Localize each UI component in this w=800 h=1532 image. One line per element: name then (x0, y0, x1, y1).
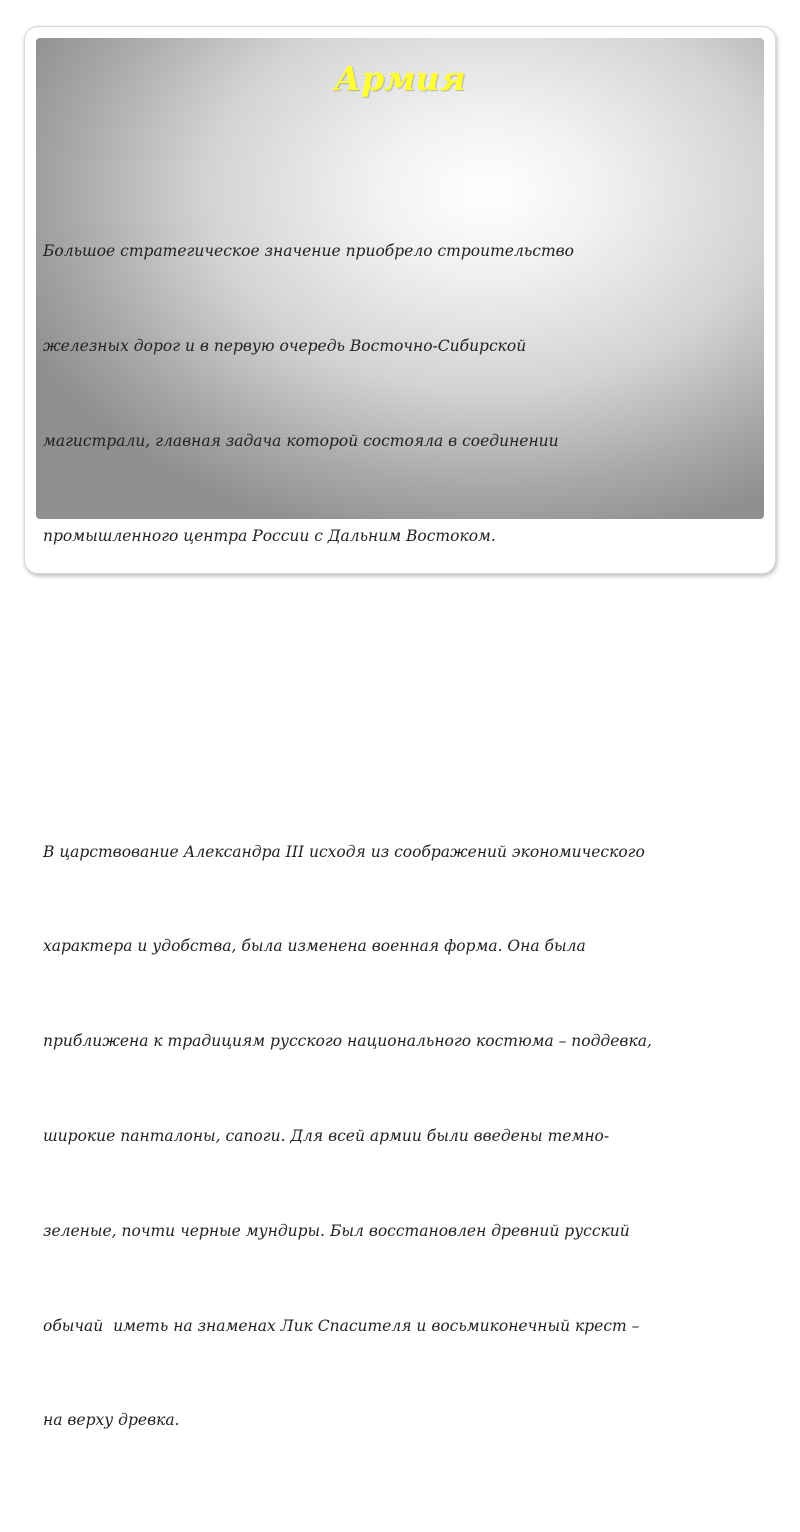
slide-body (43, 110, 743, 1532)
text-line: железных дорог и в первую очередь Восточно-Сибирской (43, 337, 527, 356)
slide-title: Армия (334, 59, 466, 98)
text-line: магистрали, главная задача которой состояла в соединении (43, 431, 559, 450)
text-line: на верху древка. (43, 1411, 180, 1430)
paragraph-gap (43, 679, 743, 711)
text-line: Большое стратегическое значение приобрело строительство (43, 242, 574, 261)
text-line: зеленые, почти черные мундиры. Был восстановлен древний русский (43, 1221, 630, 1240)
text-line: широкие панталоны, сапоги. Для всей армии были введены темно- (43, 1127, 610, 1145)
text-line: обычай иметь на знаменах Лик Спасителя и восьмиконечный крест – (43, 1316, 640, 1335)
paragraph-uniform (43, 773, 743, 1500)
text-line: В царствование Александра III исходя из соображений экономического (43, 842, 645, 861)
text-line: промышленного центра России с Дальним Востоком. (43, 526, 496, 545)
text-line: приближена к традициям русского национального костюма – поддевка, (43, 1032, 652, 1051)
paragraph-railways (43, 173, 743, 615)
text-line: характера и удобства, была изменена военная форма. Она была (43, 937, 586, 956)
